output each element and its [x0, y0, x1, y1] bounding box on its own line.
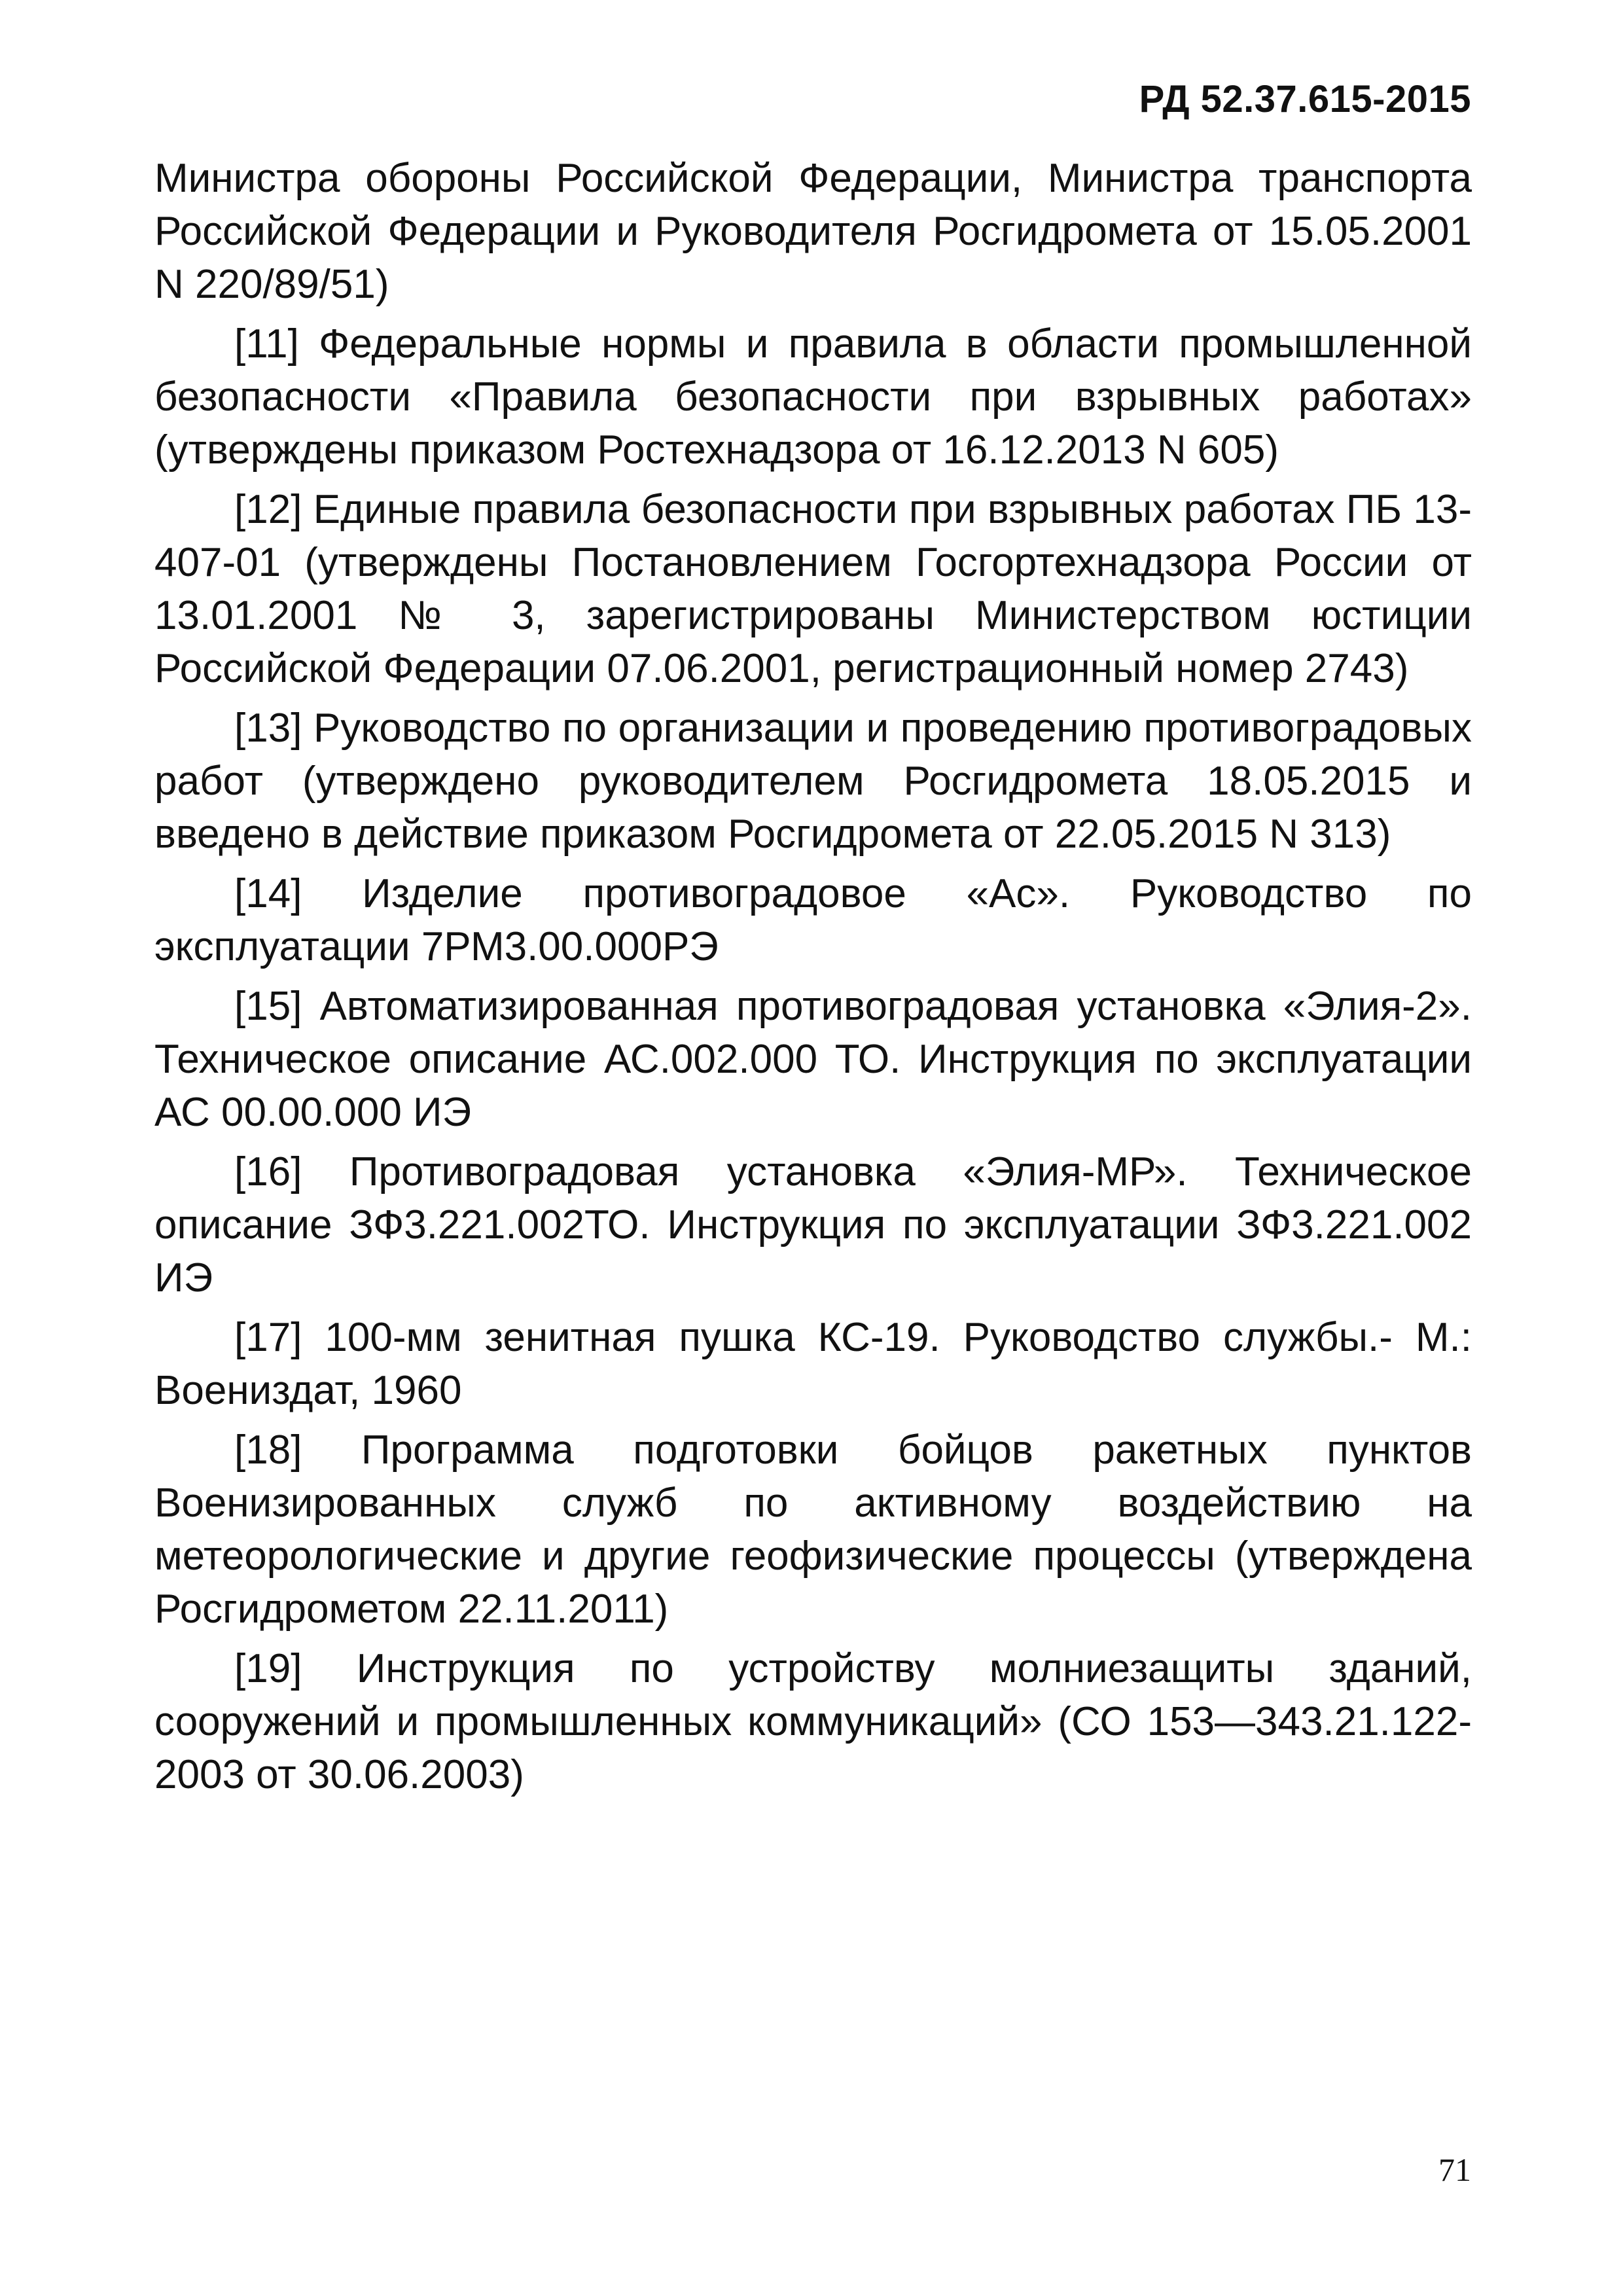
reference-item-12: [12] Единые правила безопасности при взрывных работах ПБ 13-407-01 (утверждены Постановлением Госгортехнадзора России от 13.01.2001 № 3, зарегистрированы Министерством юстиции Российской Федерации 07.06.2001, регистрационный номер 2743): [154, 487, 1472, 691]
continuation-paragraph: Министра обороны Российской Федерации, Министра транспорта Российской Федерации и Руководителя Росгидромета от 15.05.2001 N 220/89/51): [154, 156, 1472, 307]
reference-item-16: [16] Противоградовая установка «Элия-МР». Техническое описание ЗФ3.221.002ТО. Инструкция по эксплуатации ЗФ3.221.002 ИЭ: [154, 1149, 1472, 1300]
reference-item-14: [14] Изделие противоградовое «Ас». Руководство по эксплуатации 7РМ3.00.000РЭ: [154, 871, 1472, 969]
reference-item-17: [17] 100-мм зенитная пушка КС-19. Руководство службы.- М.: Воениздат, 1960: [154, 1315, 1472, 1413]
reference-item-18: [18] Программа подготовки бойцов ракетных пунктов Военизированных служб по активному воздействию на метеорологические и другие геофизические процессы (утверждена Росгидрометом 22.11.2011): [154, 1427, 1472, 1632]
reference-item-15: [15] Автоматизированная противоградовая установка «Элия-2». Техническое описание АС.002.000 ТО. Инструкция по эксплуатации АС 00.00.000 ИЭ: [154, 984, 1472, 1135]
document-code-header: РД 52.37.615-2015: [1139, 78, 1471, 120]
reference-item-13: [13] Руководство по организации и проведению противоградовых работ (утверждено руководителем Росгидромета 18.05.2015 и введено в действие приказом Росгидромета от 22.05.2015 N 313): [154, 706, 1472, 857]
document-body: [154, 152, 1472, 1801]
reference-item-19: [19] Инструкция по устройству молниезащиты зданий, сооружений и промышленных коммуникаций» (СО 153—343.21.122-2003 от 30.06.2003): [154, 1646, 1472, 1797]
page-number: 71: [1438, 2151, 1471, 2188]
reference-item-11: [11] Федеральные нормы и правила в области промышленной безопасности «Правила безопасности при взрывных работах» (утверждены приказом Ростехнадзора от 16.12.2013 N 605): [154, 321, 1472, 473]
